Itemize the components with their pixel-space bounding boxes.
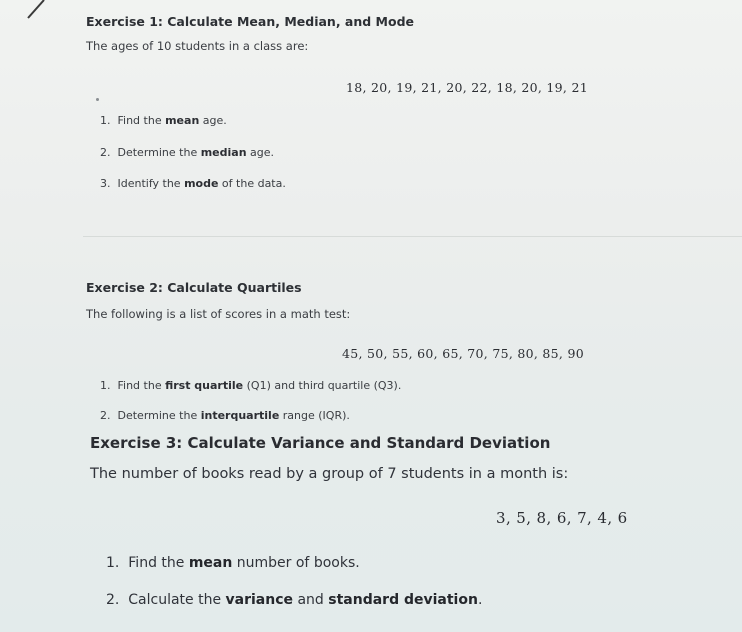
exercise-1-task-1: 1. Find the mean age. [100,114,227,127]
exercise-1-title: Exercise 1: Calculate Mean, Median, and Mode [86,14,415,29]
task-number: 1. [106,555,120,571]
exercise-3-data: 3, 5, 8, 6, 7, 4, 6 [496,509,628,527]
task-number: 1. [100,114,111,127]
task-number: 3. [100,177,111,190]
task-number: 1. [100,379,111,392]
exercise-3-title: Exercise 3: Calculate Variance and Standard Deviation [90,434,551,452]
exercise-3-task-2: 2. Calculate the variance and standard deviation. [106,592,483,608]
task-number: 2. [106,592,120,608]
exercise-3-intro: The number of books read by a group of 7 students in a month is: [90,466,569,482]
pen-stroke-mark [0,0,60,20]
exercise-1-task-2: 2. Determine the median age. [100,146,275,159]
exercise-2-intro: The following is a list of scores in a math test: [86,307,351,321]
exercise-2-data: 45, 50, 55, 60, 65, 70, 75, 80, 85, 90 [342,346,584,361]
exercise-2-title: Exercise 2: Calculate Quartiles [86,280,302,295]
exercise-2-task-1: 1. Find the first quartile (Q1) and third quartile (Q3). [100,379,402,392]
exercise-1-data: 18, 20, 19, 21, 20, 22, 18, 20, 19, 21 [346,80,588,95]
task-number: 2. [100,409,111,422]
exercise-1-intro: The ages of 10 students in a class are: [86,39,309,53]
exercise-3-task-1: 1. Find the mean number of books. [106,555,360,571]
section-divider [83,236,742,237]
task-number: 2. [100,146,111,159]
exercise-2-task-2: 2. Determine the interquartile range (IQR). [100,409,350,422]
stray-dot [96,98,99,101]
exercise-1-task-3: 3. Identify the mode of the data. [100,177,286,190]
